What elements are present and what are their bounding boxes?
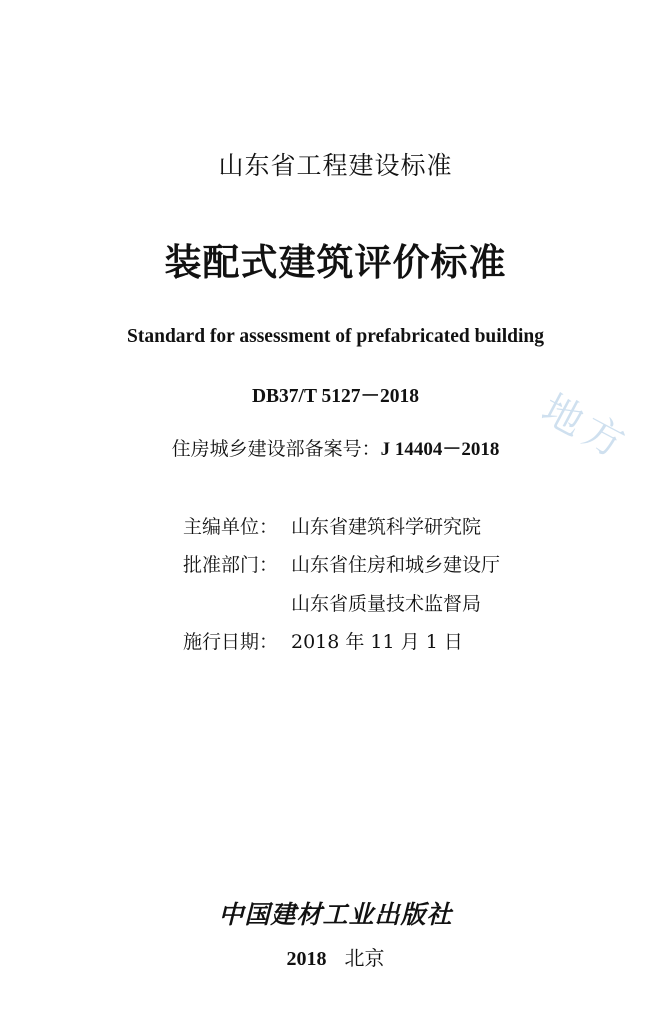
page-title: 装配式建筑评价标准 (164, 240, 507, 284)
info-block (183, 506, 500, 660)
info-value: 山东省住房和城乡建设厅 (291, 554, 501, 577)
info-value: 2018 年 11 月 1 日 (291, 631, 463, 654)
standard-number: DB37/T 5127－2018 (251, 386, 420, 407)
info-value: 山东省建筑科学研究院 (291, 515, 482, 538)
info-row-effective-date (183, 622, 500, 661)
info-label: 批准部门： (183, 554, 279, 577)
info-label: 施行日期： (183, 631, 279, 654)
english-title: Standard for assessment of prefabricated building (127, 326, 544, 347)
info-value: 山东省质量技术监督局 (291, 592, 482, 615)
info-row-approver (183, 545, 500, 584)
record-value: J 14404－2018 (380, 439, 500, 460)
watermark: 地方 (534, 385, 638, 470)
info-label: 主编单位： (183, 515, 279, 538)
imprint-year: 2018 (286, 948, 327, 970)
record-number (0, 434, 671, 461)
imprint (0, 942, 671, 971)
standard-series: 山东省工程建设标准 (218, 151, 453, 180)
publisher-logo: 中国建材工业出版社 (218, 900, 453, 929)
record-label: 住房城乡建设部备案号： (171, 438, 381, 460)
info-row-approver-2 (183, 583, 500, 622)
info-row-editor (183, 506, 500, 545)
imprint-city: 北京 (344, 946, 385, 970)
